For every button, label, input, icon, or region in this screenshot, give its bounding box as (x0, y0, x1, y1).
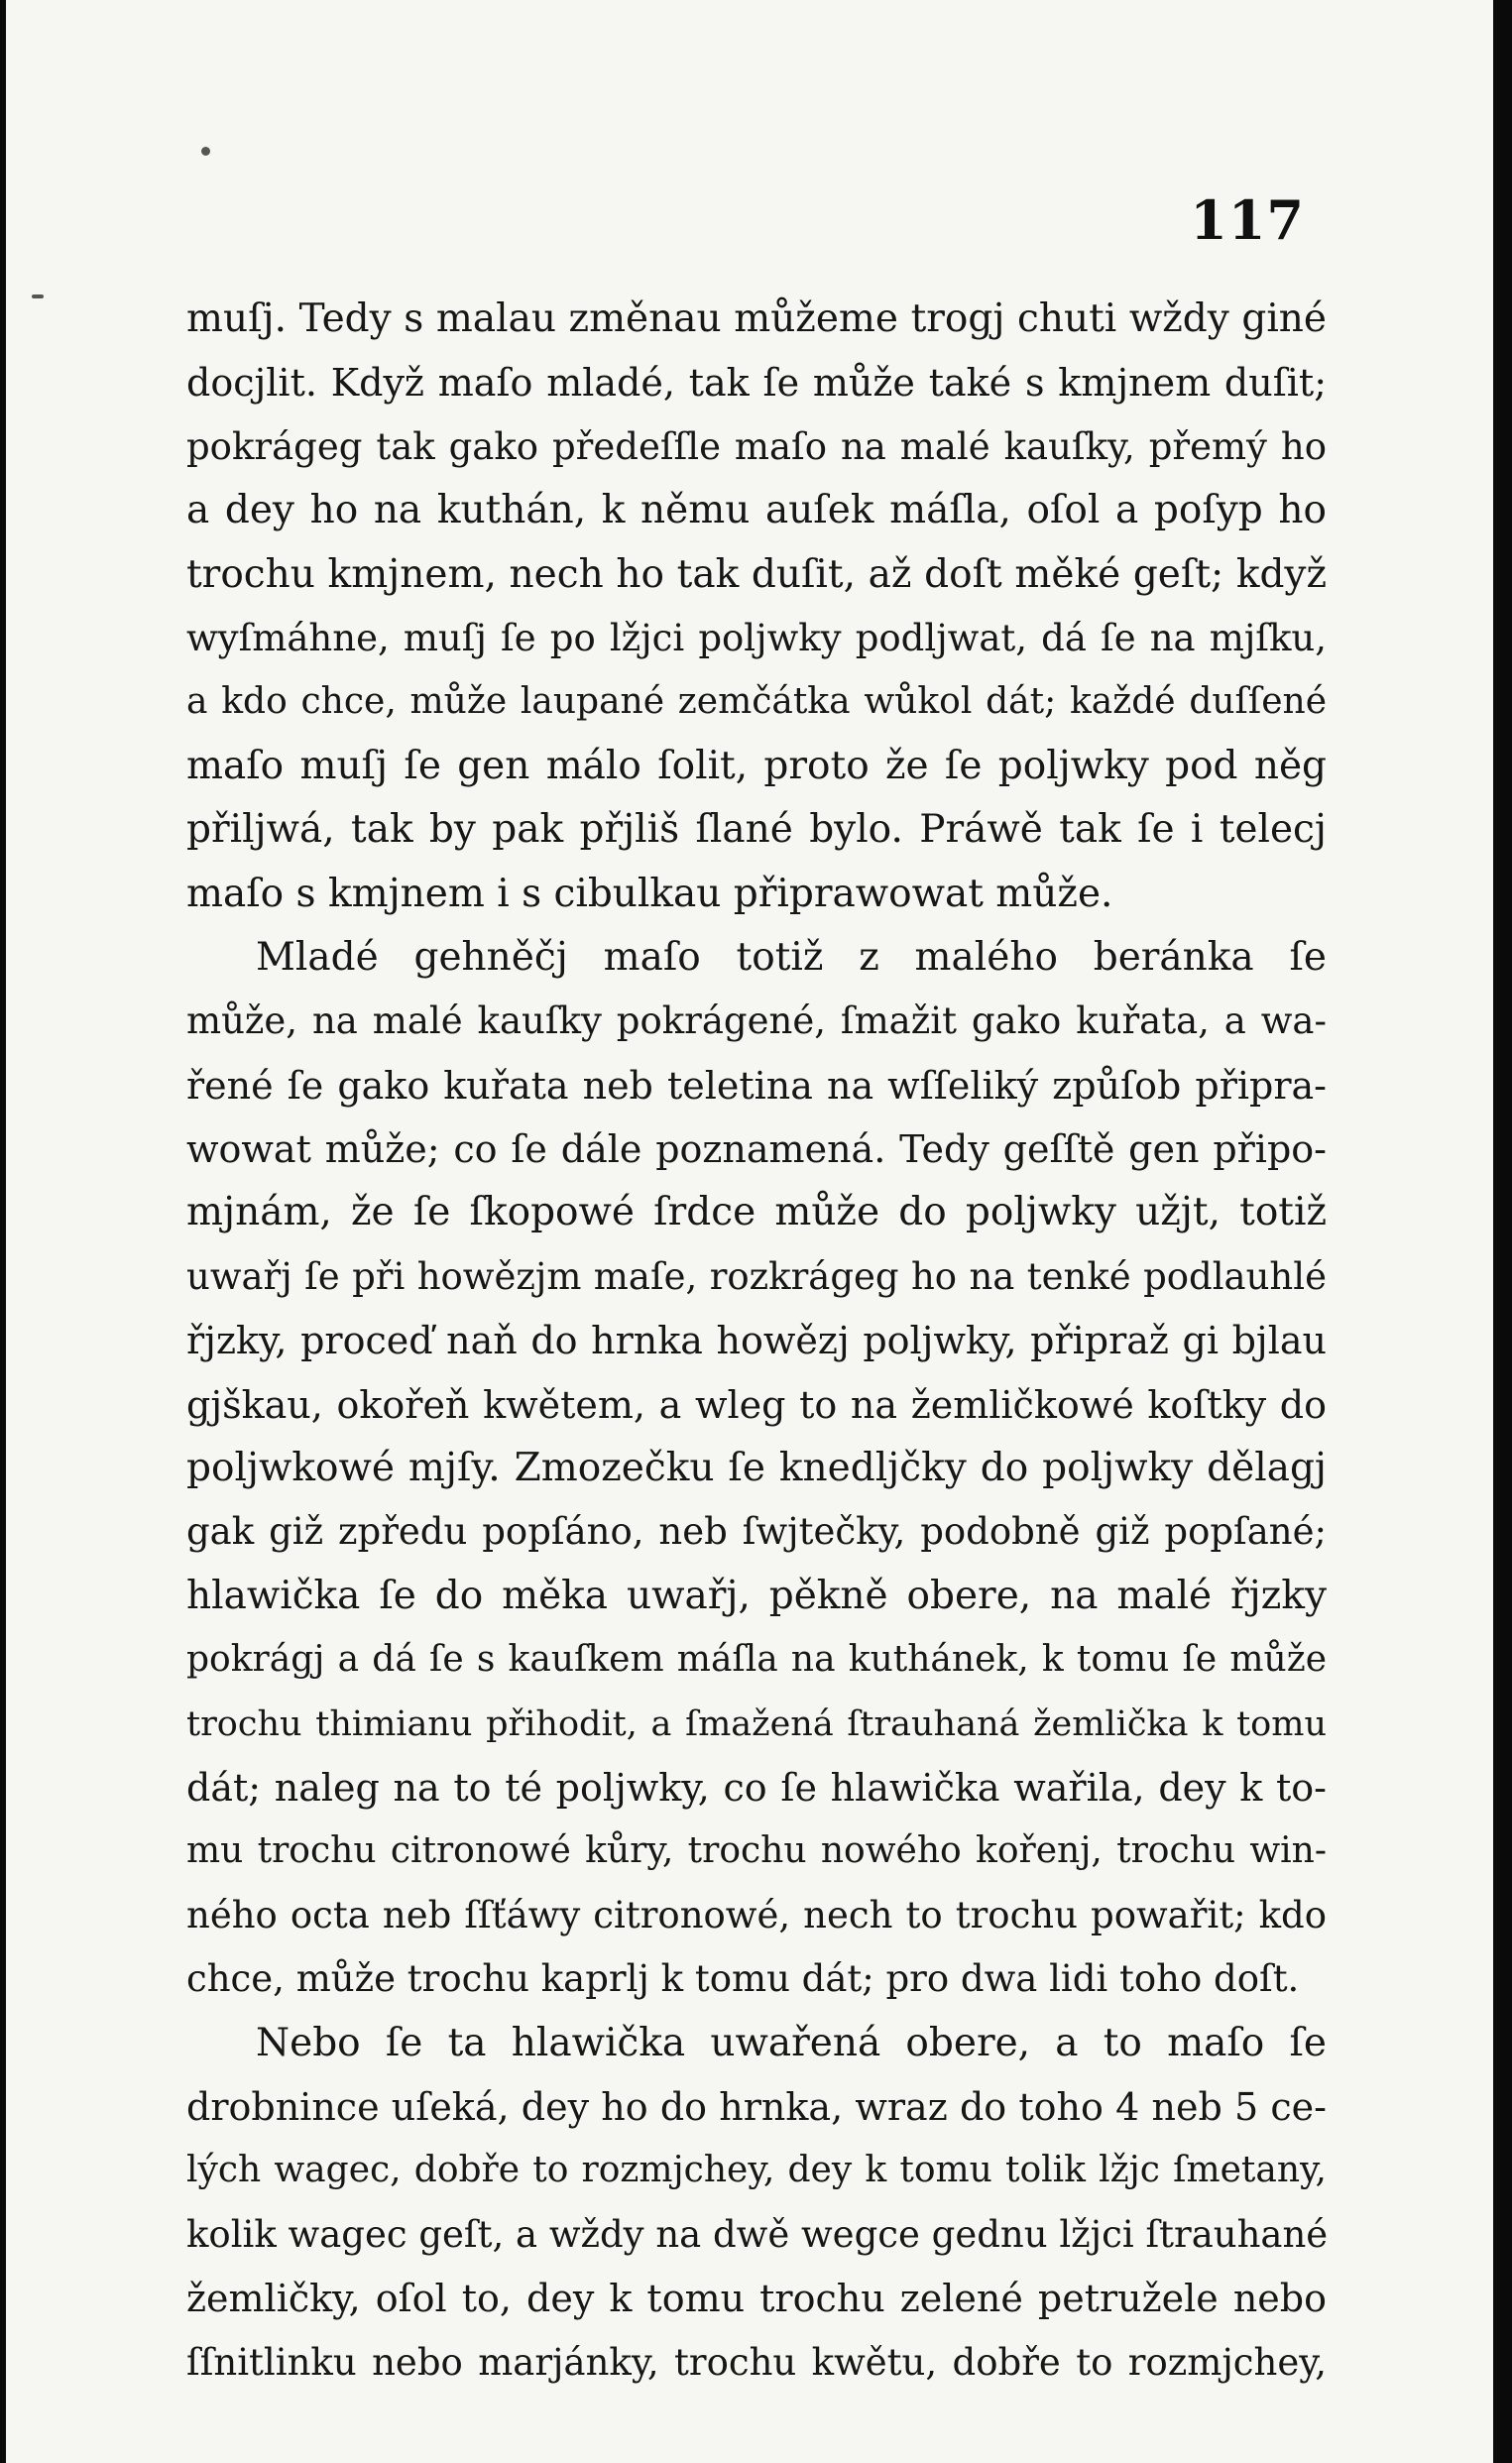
text-line: poljwkowé mjſy. Zmozečku ſe knedljčky do poljwky dělagj (186, 1446, 1327, 1491)
text-line: wowat může; co ſe dále poznamená. Tedy geſſtě gen připo- (186, 1127, 1327, 1172)
text-line: lých wagec, dobře to rozmjchey, dey k tomu tolik lžjc ſmetany, (186, 2150, 1327, 2191)
text-line: gjškau, okořeň kwětem, a wleg to na žemličkowé koſtky do (186, 1382, 1327, 1427)
text-line: ného octa neb ſſťáwy citronowé, nech to trochu powařit; kdo (186, 1893, 1327, 1936)
text-line: Mladé gehněčj maſo totiž z malého beránka ſe (256, 934, 1327, 980)
text-line: žemličky, oſol to, dey k tomu trochu zelené petružele nebo (186, 2277, 1327, 2321)
body-text (186, 288, 1327, 2395)
text-line: přiljwá, tak by pak přjliš ſlané bylo. Práwě tak ſe i telecj (186, 807, 1327, 853)
text-line: wyſmáhne, muſj ſe po lžjci poljwky podljwat, dá ſe na mjſku, (186, 616, 1327, 659)
text-line: a dey ho na kuthán, k němu auſek máſla, oſol a poſyp ho (186, 488, 1327, 533)
text-line: maſo s kmjnem i s cibulkau připrawowat může. (186, 871, 1113, 916)
text-line: Nebo ſe ta hlawička uwařená obere, a to maſo ſe (256, 2020, 1327, 2065)
print-speck (32, 294, 44, 298)
text-line: chce, může trochu kaprlj k tomu dát; pro dwa lidi toho doſt. (186, 1957, 1300, 2001)
text-line: gak giž zpředu popſáno, neb ſwjtečky, podobně giž popſané; (186, 1510, 1327, 1554)
text-line: řjzky, proceď naň do hrnka howězj poljwky, připraž gi bjlau (186, 1319, 1327, 1363)
text-line: řené ſe gako kuřata neb teletina na wſſeliký způſob připra- (186, 1063, 1327, 1108)
text-line: docjlit. Když maſo mladé, tak ſe může také s kmjnem duſit; (186, 361, 1327, 406)
book-page (6, 0, 1493, 2463)
page-number: 117 (1190, 188, 1305, 252)
text-line: mjnám, že ſe ſkopowé ſrdce může do poljwky užjt, totiž (186, 1190, 1327, 1235)
text-line: mu trochu citronowé kůry, trochu nowého kořenj, trochu win- (186, 1830, 1327, 1872)
text-line: drobnince uſeká, dey ho do hrnka, wraz do toho 4 neb 5 ce- (186, 2084, 1327, 2129)
text-line: kolik wagec geſt, a wždy na dwě wegce gednu lžjci ſtrauhané (186, 2212, 1329, 2256)
text-line: maſo muſj ſe gen málo ſolit, proto že ſe poljwky pod něg (186, 743, 1327, 788)
text-line: uwařj ſe při howězjm maſe, rozkrágeg ho na tenké podlauhlé (186, 1254, 1327, 1298)
print-speck (201, 147, 210, 156)
text-line: a kdo chce, může laupané zemčátka wůkol dát; každé duſſené (186, 681, 1327, 723)
text-line: pokrágj a dá ſe s kauſkem máſla na kuthánek, k tomu ſe může (186, 1639, 1327, 1681)
text-line: hlawička ſe do měka uwařj, pěkně obere, na malé řjzky (186, 1573, 1327, 1618)
text-line: trochu kmjnem, nech ho tak duſit, až doſt měké geſt; když (186, 551, 1327, 597)
text-line: může, na malé kauſky pokrágené, ſmažit gako kuřata, a wa- (186, 999, 1327, 1043)
text-line: muſj. Tedy s malau změnau můžeme trogj chuti wždy giné (186, 296, 1327, 341)
text-line: pokrágeg tak gako předeſſle maſo na malé kauſky, přemý ho (186, 424, 1327, 468)
text-line: trochu thimianu přihodit, a ſmažená ſtrauhaná žemlička k tomu (186, 1703, 1327, 1744)
text-line: dát; naleg na to té poljwky, co ſe hlawička wařila, dey k to- (186, 1765, 1327, 1810)
text-line: ſſnitlinku nebo marjánky, trochu kwětu, dobře to rozmjchey, (186, 2340, 1327, 2384)
